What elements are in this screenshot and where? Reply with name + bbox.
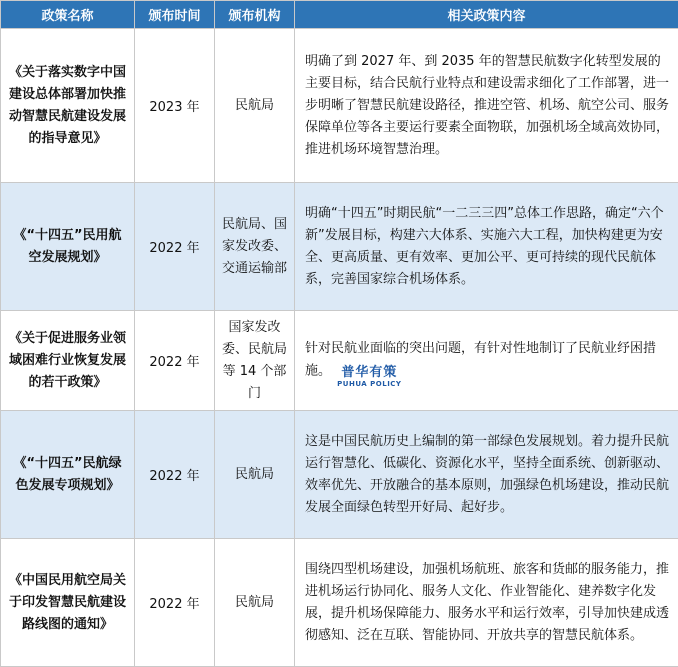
issue-date-cell: 2022 年 [135, 183, 215, 311]
policy-content-cell: 明确“十四五”时期民航“一二三三四”总体工作思路，确定“六个新”发展目标，构建六大体系、实施六大工程，加快构建更为安全、更高质量、更有效率、更加公平、更可持续的现代民航体系，完善国家综合机场体系。 [295, 183, 678, 311]
policy-content-cell: 这是中国民航历史上编制的第一部绿色发展规划。着力提升民航运行智慧化、低碳化、资源化水平，坚持全面系统、创新驱动、效率优先、开放融合的基本原则，加强绿色机场建设，推动民航发展全面绿色转型开好局、起好步。 [295, 411, 678, 539]
watermark-cn: 普华有策 [337, 366, 401, 379]
table-row [1, 311, 678, 411]
issue-date-cell: 2023 年 [135, 29, 215, 183]
policy-name-cell: 《“十四五”民航绿色发展专项规划》 [1, 411, 135, 539]
policy-content-cell: 围绕四型机场建设，加强机场航班、旅客和货邮的服务能力，推进机场运行协同化、服务人文化、作业智能化、建养数字化发展，提升机场保障能力、服务水平和运行效率，引导加快建成透彻感知、泛在互联、智能协同、开放共享的智慧民航体系。 [295, 539, 678, 667]
policy-name-cell: 《中国民用航空局关于印发智慧民航建设路线图的通知》 [1, 539, 135, 667]
issue-date-cell: 2022 年 [135, 411, 215, 539]
issuing-agency-cell: 民航局 [215, 411, 295, 539]
issuing-agency-cell: 国家发改委、民航局等 14 个部门 [215, 311, 295, 411]
table-row [1, 29, 678, 183]
policy-content-text: 针对民航业面临的突出问题，有针对性地制订了民航业纾困措施。 [305, 341, 656, 379]
watermark-logo [337, 366, 401, 388]
policy-name-cell: 《关于落实数字中国建设总体部署加快推动智慧民航建设发展的指导意见》 [1, 29, 135, 183]
issuing-agency-cell: 民航局 [215, 539, 295, 667]
table-row [1, 539, 678, 667]
policy-content-cell: 明确了到 2027 年、到 2035 年的智慧民航数字化转型发展的主要目标，结合民航行业特点和建设需求细化了工作部署，进一步明晰了智慧民航建设路径，推进空管、机场、航空公司、服务保障单位等各主要运行要素全面物联，加强机场全域高效协同，推进机场环境智慧治理。 [295, 29, 678, 183]
header-issue-date: 颁布时间 [135, 1, 215, 29]
policy-name-cell: 《关于促进服务业领域困难行业恢复发展的若干政策》 [1, 311, 135, 411]
table-row [1, 183, 678, 311]
policy-name-cell: 《“十四五”民用航空发展规划》 [1, 183, 135, 311]
issuing-agency-cell: 民航局、国家发改委、交通运输部 [215, 183, 295, 311]
policy-content-cell [295, 311, 678, 411]
header-issuing-agency: 颁布机构 [215, 1, 295, 29]
header-policy-name: 政策名称 [1, 1, 135, 29]
issue-date-cell: 2022 年 [135, 539, 215, 667]
watermark-en: PUHUA POLICY [337, 381, 401, 388]
table-row [1, 411, 678, 539]
header-policy-content: 相关政策内容 [295, 1, 678, 29]
header-row [1, 1, 678, 29]
issue-date-cell: 2022 年 [135, 311, 215, 411]
issuing-agency-cell: 民航局 [215, 29, 295, 183]
